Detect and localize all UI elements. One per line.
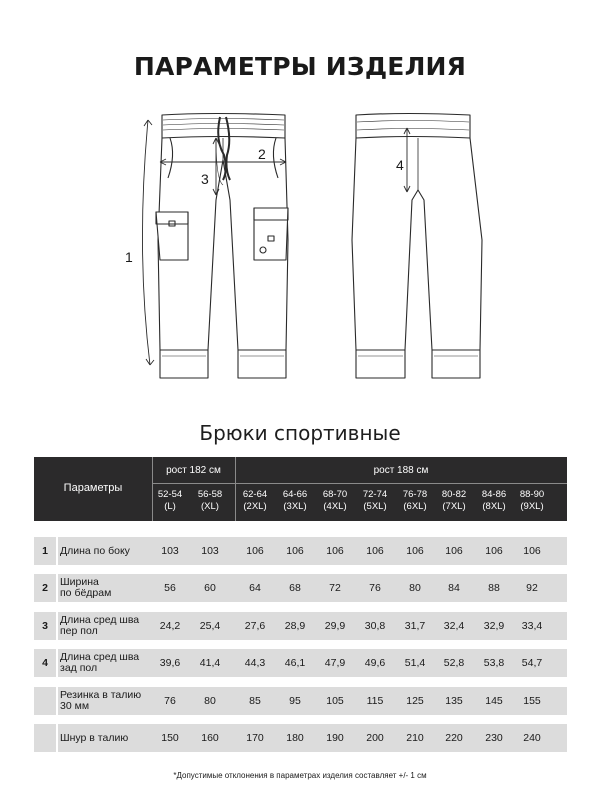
table-cell: 106 (326, 545, 344, 557)
table-cell: 39,6 (159, 657, 181, 669)
table-cell: 105 (326, 695, 344, 707)
size-code: (7XL) (442, 501, 466, 512)
size-column-header (235, 489, 275, 513)
table-cell: 72 (329, 582, 341, 594)
table-cell: 32,4 (443, 620, 465, 632)
table-row (34, 537, 567, 565)
size-table-header (34, 457, 567, 521)
table-cell: 49,6 (364, 657, 386, 669)
table-cell: 24,2 (159, 620, 181, 632)
table-cell: 30,8 (364, 620, 386, 632)
table-cell: 54,7 (521, 657, 543, 669)
table-cell: 240 (523, 732, 541, 744)
measure-label-2: 2 (258, 146, 266, 162)
table-cell: 190 (326, 732, 344, 744)
table-cell: 28,9 (284, 620, 306, 632)
table-cell: 52,8 (443, 657, 465, 669)
size-column-header (275, 489, 315, 513)
row-label: Длина сред шва пер пол (60, 614, 140, 637)
measure-label-1: 1 (125, 249, 133, 265)
size-code: (6XL) (403, 501, 427, 512)
size-range: 52-54 (157, 489, 183, 500)
table-cell: 95 (289, 695, 301, 707)
product-title: Брюки спортивные (199, 421, 401, 445)
size-range: 68-70 (322, 489, 348, 500)
size-code: (2XL) (243, 501, 267, 512)
row-label: Ширина по бёдрам (60, 576, 112, 599)
size-column-header (150, 489, 190, 513)
size-code: (5XL) (363, 501, 387, 512)
table-cell: 210 (406, 732, 424, 744)
size-code: (L) (164, 501, 176, 512)
table-cell: 150 (161, 732, 179, 744)
table-cell: 106 (286, 545, 304, 557)
table-cell: 170 (246, 732, 264, 744)
table-cell: 200 (366, 732, 384, 744)
table-cell: 135 (445, 695, 463, 707)
size-range: 84-86 (481, 489, 507, 500)
row-label: Длина по боку (60, 544, 130, 557)
size-range: 72-74 (362, 489, 388, 500)
table-cell: 180 (286, 732, 304, 744)
size-column-header (395, 489, 435, 513)
table-cell: 80 (204, 695, 216, 707)
pants-technical-drawing (120, 100, 490, 390)
size-range: 88-90 (519, 489, 545, 500)
table-cell: 92 (526, 582, 538, 594)
table-cell: 44,3 (244, 657, 266, 669)
row-label: Резинка в талию 30 мм (60, 689, 142, 712)
size-range: 80-82 (441, 489, 467, 500)
size-column-header (474, 489, 514, 513)
table-cell: 47,9 (324, 657, 346, 669)
size-code: (4XL) (323, 501, 347, 512)
table-cell: 106 (246, 545, 264, 557)
measure-label-3: 3 (201, 171, 209, 187)
row-number (34, 687, 56, 715)
table-cell: 41,4 (199, 657, 221, 669)
table-cell: 32,9 (483, 620, 505, 632)
table-cell: 84 (448, 582, 460, 594)
size-range: 62-64 (242, 489, 268, 500)
measure-label-4: 4 (396, 157, 404, 173)
height-group-188: рост 188 см (373, 465, 429, 476)
size-column-header (355, 489, 395, 513)
row-label: Шнур в талию (60, 731, 129, 744)
table-cell: 76 (369, 582, 381, 594)
row-number (34, 724, 56, 752)
size-code: (9XL) (520, 501, 544, 512)
size-code: (XL) (201, 501, 219, 512)
table-cell: 88 (488, 582, 500, 594)
table-cell: 85 (249, 695, 261, 707)
table-row (34, 574, 567, 602)
table-cell: 27,6 (244, 620, 266, 632)
table-cell: 125 (406, 695, 424, 707)
size-column-header (315, 489, 355, 513)
table-cell: 25,4 (199, 620, 221, 632)
size-range: 64-66 (282, 489, 308, 500)
pants-front-view (156, 114, 288, 379)
size-code: (3XL) (283, 501, 307, 512)
table-cell: 106 (523, 545, 541, 557)
size-column-header (190, 489, 230, 513)
table-row (34, 687, 567, 715)
table-row (34, 724, 567, 752)
table-cell: 46,1 (284, 657, 306, 669)
table-row (34, 612, 567, 640)
table-cell: 80 (409, 582, 421, 594)
table-cell: 103 (201, 545, 219, 557)
table-cell: 145 (485, 695, 503, 707)
pants-back-view (352, 114, 482, 379)
size-range: 76-78 (402, 489, 428, 500)
table-cell: 106 (406, 545, 424, 557)
measurement-arrows-back (404, 128, 410, 192)
table-cell: 29,9 (324, 620, 346, 632)
size-range: 56-58 (197, 489, 223, 500)
row-number: 3 (42, 620, 48, 632)
row-label: Длина сред шва зад пол (60, 651, 140, 674)
table-cell: 56 (164, 582, 176, 594)
table-cell: 53,8 (483, 657, 505, 669)
table-cell: 64 (249, 582, 261, 594)
table-cell: 60 (204, 582, 216, 594)
height-group-182: рост 182 см (166, 465, 221, 476)
row-number: 1 (42, 545, 48, 557)
table-cell: 33,4 (521, 620, 543, 632)
footnote: *Допустимые отклонения в параметрах изделия составляет +/- 1 см (173, 771, 427, 780)
table-cell: 106 (366, 545, 384, 557)
table-cell: 31,7 (404, 620, 426, 632)
row-number: 2 (42, 582, 48, 594)
size-column-header (512, 489, 552, 513)
table-cell: 230 (485, 732, 503, 744)
size-code: (8XL) (482, 501, 506, 512)
size-column-header (434, 489, 474, 513)
table-cell: 103 (161, 545, 179, 557)
row-number: 4 (42, 657, 48, 669)
table-row (34, 649, 567, 677)
table-cell: 68 (289, 582, 301, 594)
table-cell: 106 (485, 545, 503, 557)
table-cell: 220 (445, 732, 463, 744)
table-cell: 106 (445, 545, 463, 557)
table-cell: 160 (201, 732, 219, 744)
page-title: ПАРАМЕТРЫ ИЗДЕЛИЯ (133, 52, 467, 81)
table-cell: 51,4 (404, 657, 426, 669)
params-header: Параметры (63, 482, 123, 494)
table-cell: 115 (366, 695, 384, 707)
table-cell: 76 (164, 695, 176, 707)
table-cell: 155 (523, 695, 541, 707)
